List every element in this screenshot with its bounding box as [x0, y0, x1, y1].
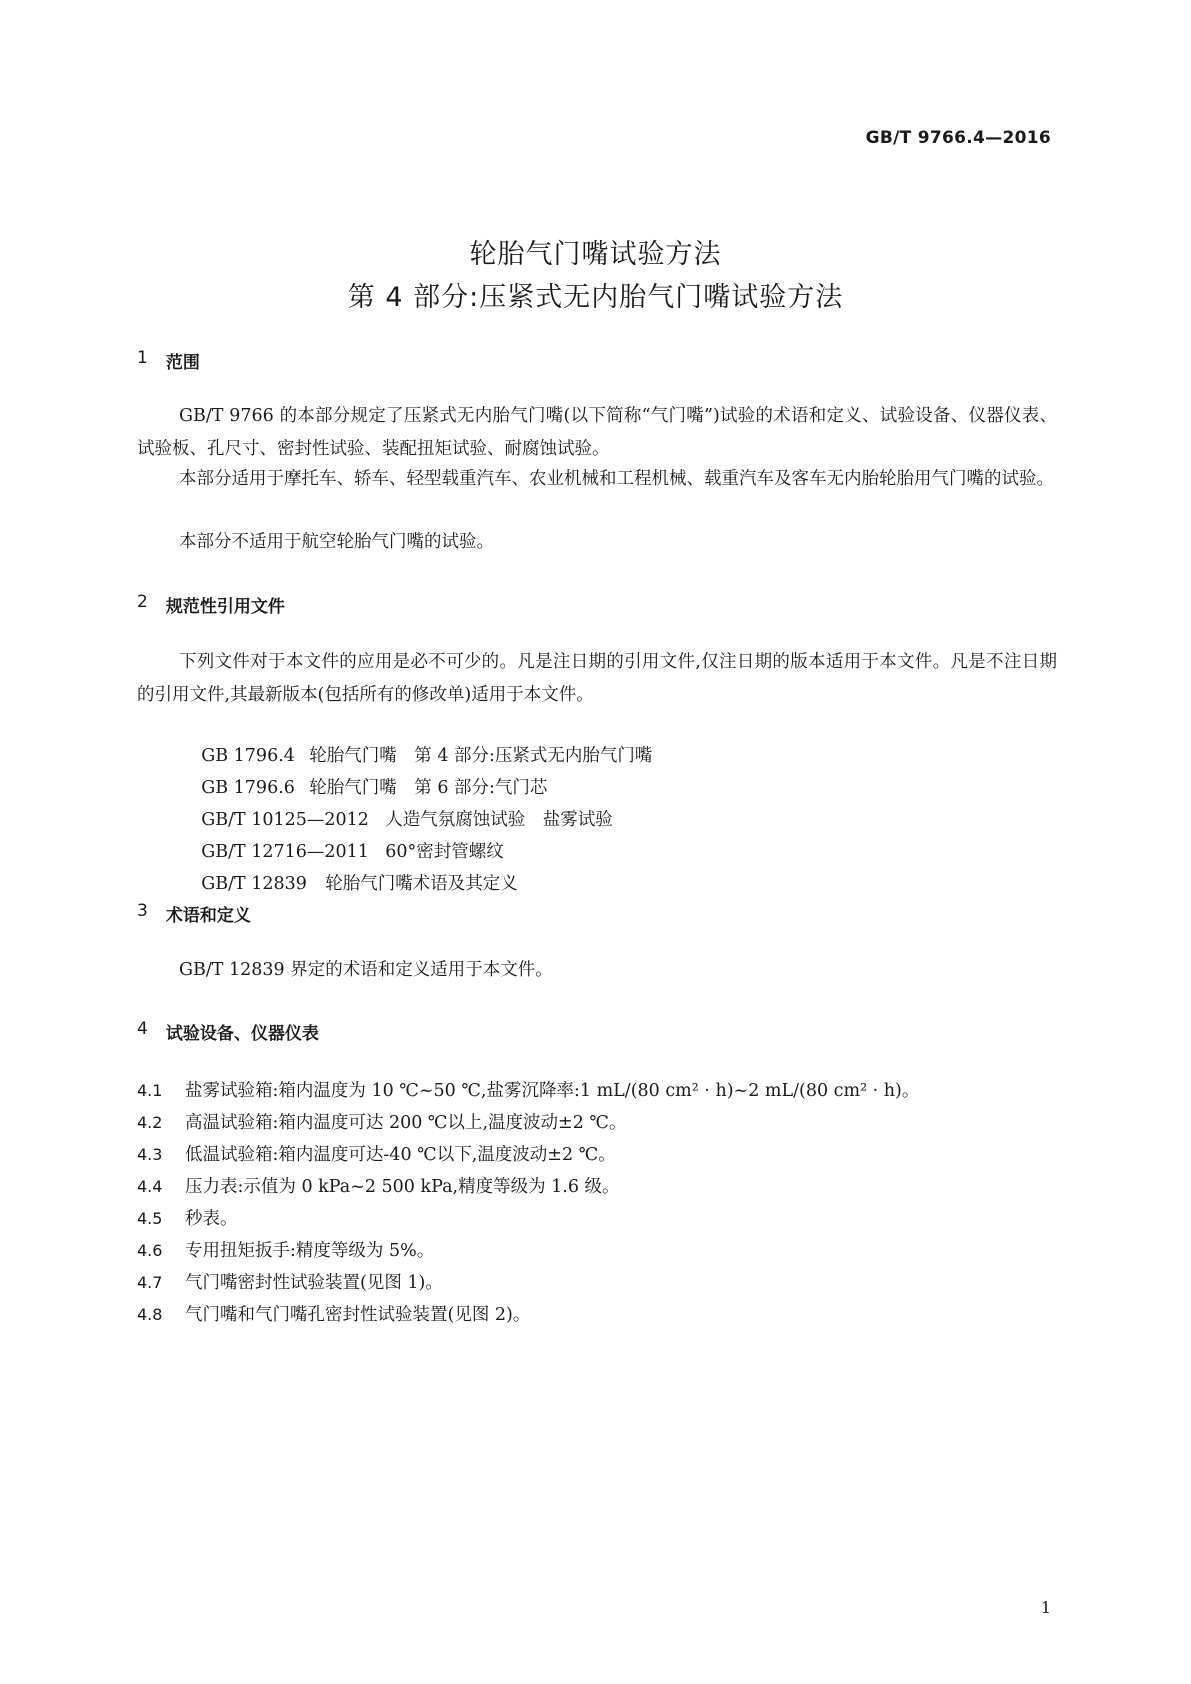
clause-item	[137, 1170, 620, 1204]
clause-text: 高温试验箱:箱内温度可达 200 ℃以上,温度波动±2 ℃。	[185, 1113, 627, 1133]
clause-item	[137, 1106, 627, 1140]
standard-code: GB/T 9766.4—2016	[865, 128, 1051, 148]
section-title: 范围	[165, 353, 200, 373]
clause-item	[137, 1234, 434, 1268]
clause-number: 4.1	[137, 1081, 163, 1100]
reference-name: 轮胎气门嘴 第 4 部分:压紧式无内胎气门嘴	[309, 746, 653, 766]
section-3-paragraph: GB/T 12839 界定的术语和定义适用于本文件。	[179, 960, 553, 980]
clause-number: 4.3	[137, 1145, 163, 1164]
clause-number: 4.7	[137, 1273, 163, 1292]
clause-text: 秒表。	[185, 1209, 238, 1229]
section-number: 1	[137, 348, 148, 368]
clause-item	[137, 1138, 616, 1172]
clause-text: 低温试验箱:箱内温度可达-40 ℃以下,温度波动±2 ℃。	[185, 1145, 616, 1165]
reference-name: 60°密封管螺纹	[385, 842, 504, 862]
section-4-heading	[137, 1019, 319, 1044]
section-number: 2	[137, 592, 148, 612]
section-1-heading	[137, 348, 200, 373]
section-number: 4	[137, 1019, 148, 1039]
page-number: 1	[1040, 1598, 1051, 1617]
section-2-heading	[137, 592, 285, 617]
clause-number: 4.2	[137, 1113, 163, 1132]
section-2-paragraph: 下列文件对于本文件的应用是必不可少的。凡是注日期的引用文件,仅注日期的版本适用于本文件。凡是不注日期的引用文件,其最新版本(包括所有的修改单)适用于本文件。	[137, 652, 1057, 705]
clause-number: 4.5	[137, 1209, 163, 1228]
reference-code: GB/T 12716—2011	[201, 842, 369, 862]
reference-code: GB 1796.6	[201, 778, 295, 798]
section-1-paragraph-3: 本部分不适用于航空轮胎气门嘴的试验。	[179, 532, 494, 552]
section-number: 3	[137, 901, 148, 921]
reference-name: 轮胎气门嘴术语及其定义	[325, 874, 518, 894]
clause-text: 专用扭矩扳手:精度等级为 5%。	[185, 1241, 435, 1261]
clause-item	[137, 1202, 238, 1236]
section-1-paragraph-2: 本部分适用于摩托车、轿车、轻型载重汽车、农业机械和工程机械、载重汽车及客车无内胎轮胎用气门嘴的试验。	[179, 469, 1054, 489]
clause-number: 4.6	[137, 1241, 163, 1260]
reference-name: 人造气氛腐蚀试验 盐雾试验	[385, 810, 613, 830]
section-3-heading	[137, 901, 251, 926]
reference-code: GB/T 10125—2012	[201, 810, 369, 830]
reference-name: 轮胎气门嘴 第 6 部分:气门芯	[309, 778, 548, 798]
clause-text: 气门嘴密封性试验装置(见图 1)。	[185, 1273, 443, 1293]
section-1-paragraph-1: GB/T 9766 的本部分规定了压紧式无内胎气门嘴(以下简称“气门嘴”)试验的术语和定义、试验设备、仪器仪表、试验板、孔尺寸、密封性试验、装配扭矩试验、耐腐蚀试验。	[137, 406, 1057, 459]
clause-item	[137, 1298, 530, 1332]
document-title-line1: 轮胎气门嘴试验方法	[469, 239, 722, 270]
clause-text: 盐雾试验箱:箱内温度为 10 ℃~50 ℃,盐雾沉降率:1 mL/(80 cm² · h)~2 mL/(80 cm² · h)。	[185, 1081, 920, 1101]
section-title: 试验设备、仪器仪表	[165, 1024, 319, 1044]
clause-text: 气门嘴和气门嘴孔密封性试验装置(见图 2)。	[185, 1305, 531, 1325]
section-title: 规范性引用文件	[165, 597, 285, 617]
section-title: 术语和定义	[165, 906, 251, 926]
clause-item	[137, 1266, 443, 1300]
clause-text: 压力表:示值为 0 kPa~2 500 kPa,精度等级为 1.6 级。	[185, 1177, 620, 1197]
clause-item	[137, 1074, 919, 1108]
clause-number: 4.8	[137, 1305, 163, 1324]
reference-code: GB 1796.4	[201, 746, 295, 766]
clause-number: 4.4	[137, 1177, 163, 1196]
reference-code: GB/T 12839	[201, 874, 307, 894]
document-title-line2: 第 4 部分:压紧式无内胎气门嘴试验方法	[347, 282, 844, 313]
